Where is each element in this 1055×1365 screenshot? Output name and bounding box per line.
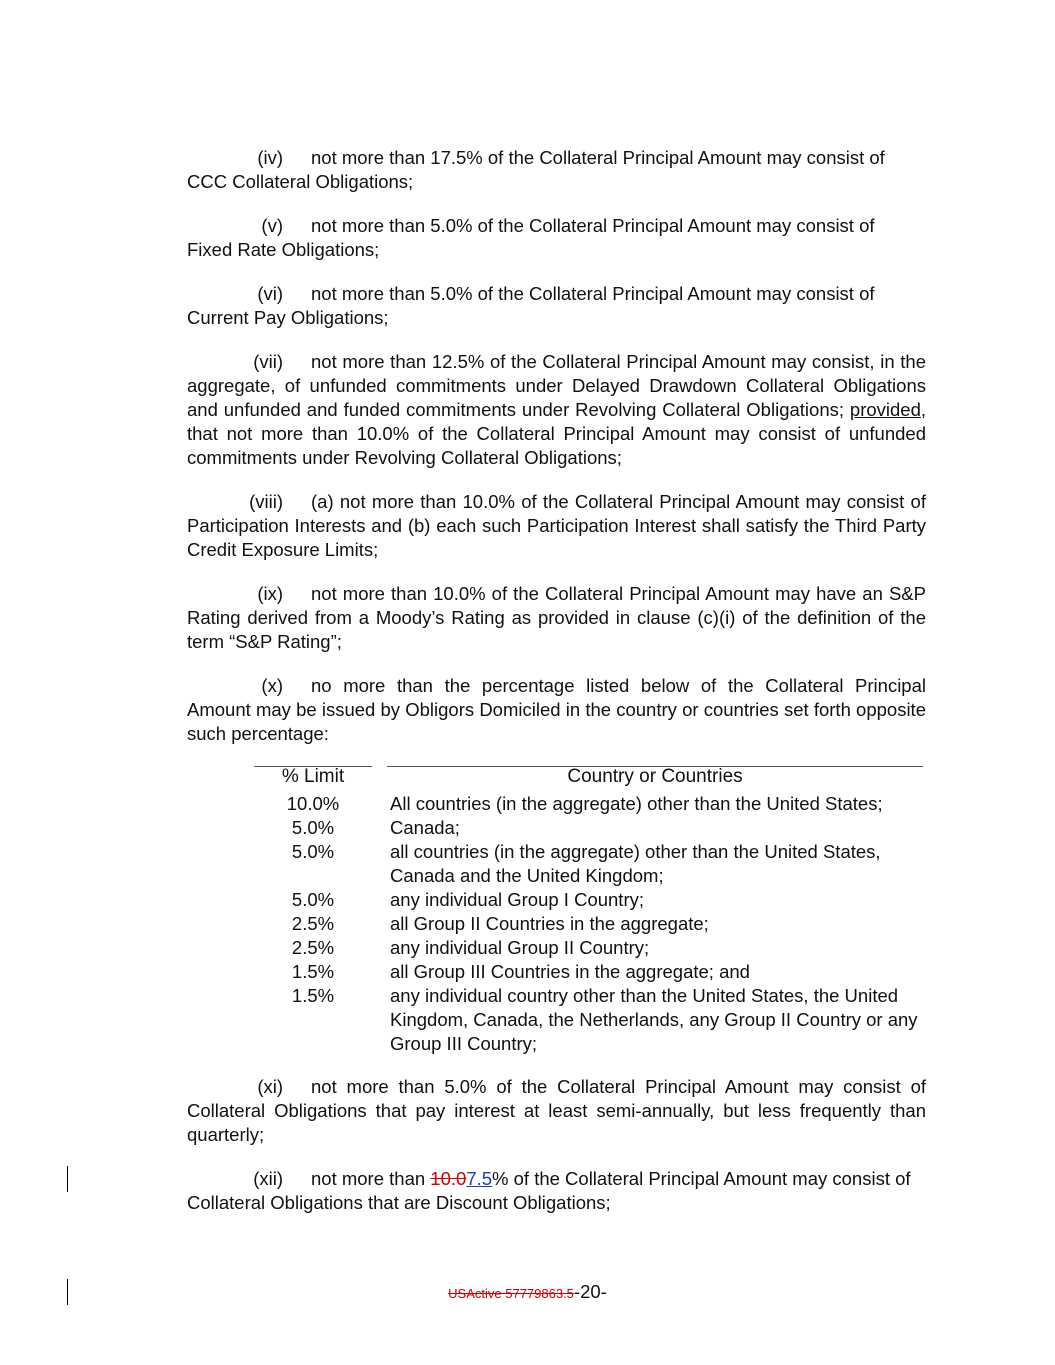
limit-value: 5.0% xyxy=(291,841,335,862)
clause-text: not more than xyxy=(311,1168,431,1189)
clause-text: not more than 5.0% of the Collateral Principal Amount may consist of Collateral Obligations that pay interest at least semi-annually, but less frequently than quarterly; xyxy=(187,1076,926,1145)
country-text: All countries (in the aggregate) other than the United States; xyxy=(390,793,883,814)
clause-text-cont: CCC Collateral Obligations; xyxy=(187,171,414,192)
clause-viii xyxy=(187,490,926,562)
clause-text: (a) not more than 10.0% of the Collateral Principal Amount may consist of Participation Interests and (b) each such Participation Interest shall satisfy the Third Party Credit Exposure Limits; xyxy=(187,491,926,560)
limit-value: 2.5% xyxy=(291,913,335,934)
clause-text-cont: Collateral Obligations that are Discount Obligations; xyxy=(187,1192,611,1213)
limit-value: 1.5% xyxy=(291,961,335,982)
country-text: all Group III Countries in the aggregate; and xyxy=(390,961,750,982)
clause-xi xyxy=(187,1075,926,1147)
clause-text-cont: % of the Collateral Principal Amount may consist of xyxy=(492,1168,911,1189)
clause-text: not more than 10.0% of the Collateral Principal Amount may have an S&P Rating derived from a Moody’s Rating as provided in clause (c)(i) of the definition of the term “S&P Rating”; xyxy=(187,583,926,652)
page-footer xyxy=(0,1280,1055,1306)
clause-iv xyxy=(187,146,926,194)
country-text: any individual Group II Country; xyxy=(390,937,650,958)
limit-value: 10.0% xyxy=(286,793,340,814)
clause-number: (x) xyxy=(261,675,283,696)
limit-value: 5.0% xyxy=(291,817,335,838)
clause-x xyxy=(187,674,926,746)
limit-value: 2.5% xyxy=(291,937,335,958)
clause-vii xyxy=(187,350,926,470)
clause-text: not more than 5.0% of the Collateral Principal Amount may consist of xyxy=(311,215,875,236)
clause-number: (viii) xyxy=(249,491,283,512)
country-text: any individual country other than the United States, the United Kingdom, Canada, the Netherlands, any Group II Country or any Group III Country; xyxy=(390,985,918,1054)
clause-xii xyxy=(187,1167,926,1215)
limit-value: 5.0% xyxy=(291,889,335,910)
clause-number: (xii) xyxy=(253,1168,283,1189)
clause-text-cont: Current Pay Obligations; xyxy=(187,307,389,328)
page-number: -20- xyxy=(573,1281,607,1302)
clause-number: (iv) xyxy=(257,147,283,168)
clause-text-cont: , that not more than 10.0% of the Collateral Principal Amount may consist of unfunded commitments under Revolving Collateral Obligations; xyxy=(187,399,927,468)
country-text: all Group II Countries in the aggregate; xyxy=(390,913,709,934)
document-id: USActive 57779863.5 xyxy=(448,1286,574,1301)
inserted-text: 7.5 xyxy=(466,1168,493,1189)
deleted-text: 10.0 xyxy=(430,1168,467,1189)
header-limit: % Limit xyxy=(281,766,345,787)
header-country: Country or Countries xyxy=(567,766,743,787)
country-text: any individual Group I Country; xyxy=(390,889,644,910)
country-text: Canada; xyxy=(390,817,460,838)
clause-ix xyxy=(187,582,926,654)
clause-v xyxy=(187,214,926,262)
clause-text: not more than 5.0% of the Collateral Principal Amount may consist of xyxy=(311,283,875,304)
clause-text: not more than 12.5% of the Collateral Principal Amount may consist, in the aggregate, of unfunded commitments under Delayed Drawdown Collateral Obligations and unfunded and funded commitments under Revolving Collateral Obligations; xyxy=(187,351,926,420)
clause-number: (vii) xyxy=(253,351,283,372)
clause-text: no more than the percentage listed below of the Collateral Principal Amount may be issued by Obligors Domiciled in the country or countries set forth opposite such percentage: xyxy=(187,675,926,744)
clause-number: (ix) xyxy=(257,583,283,604)
clause-number: (xi) xyxy=(257,1076,283,1097)
clause-number: (vi) xyxy=(257,283,283,304)
clause-number: (v) xyxy=(261,215,283,236)
provided-term: provided xyxy=(849,399,921,420)
change-bar xyxy=(67,1166,68,1192)
limit-value: 1.5% xyxy=(291,985,335,1006)
clause-text-cont: Fixed Rate Obligations; xyxy=(187,239,380,260)
clause-vi xyxy=(187,282,926,330)
country-text: all countries (in the aggregate) other than the United States, Canada and the United Kingdom; xyxy=(390,841,881,886)
clause-text: not more than 17.5% of the Collateral Principal Amount may consist of xyxy=(311,147,885,168)
